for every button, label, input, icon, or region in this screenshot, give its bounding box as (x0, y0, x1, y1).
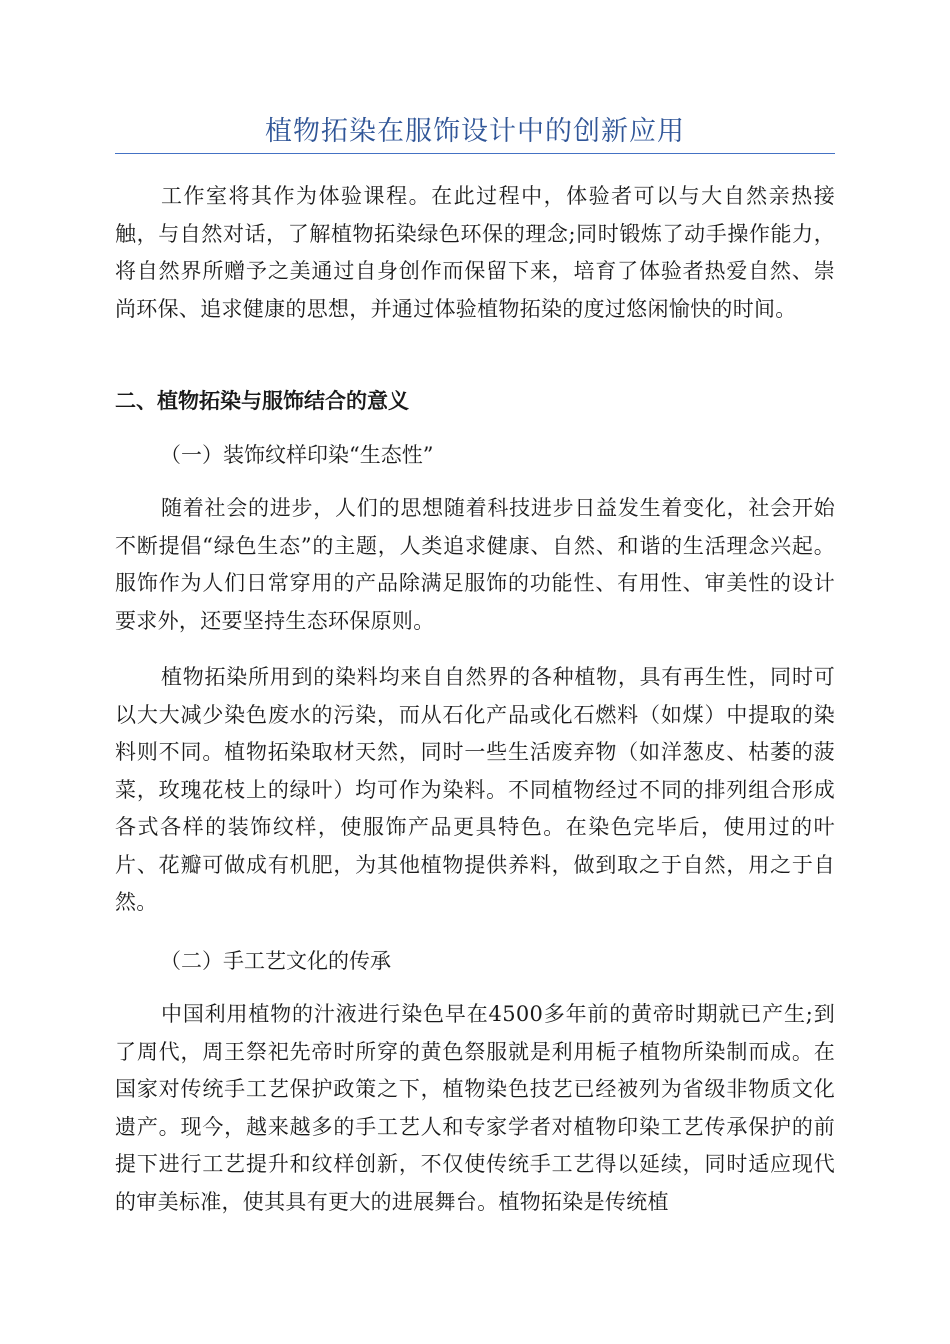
paragraph-ecology: 随着社会的进步，人们的思想随着科技进步日益发生着变化，社会开始不断提倡“绿色生态”的主题，人类追求健康、自然、和谐的生活理念兴起。服饰作为人们日常穿用的产品除满足服饰的功能性、有用性、审美性的设计要求外，还要坚持生态环保原则。 (115, 496, 835, 633)
document-title: 植物拓染在服饰设计中的创新应用 (265, 116, 685, 147)
paragraph-heritage: 中国利用植物的汁液进行染色早在4500多年前的黄帝时期就已产生;到了周代，周王祭祀先帝时所穿的黄色祭服就是利用栀子植物所染制而成。在国家对传统手工艺保护政策之下，植物染色技艺已经被列为省级非物质文化遗产。现今，越来越多的手工艺人和专家学者对植物印染工艺传承保护的前提下进行工艺提升和纹样创新，不仅使传统手工艺得以延续，同时适应现代的审美标准，使其具有更大的进展舞台。植物拓染是传统植 (115, 1002, 835, 1214)
subsection-heading-2: （二）手工艺文化的传承 (160, 949, 391, 973)
subsection-heading-1: （一）装饰纹样印染“生态性” (160, 443, 434, 467)
paragraph-dyes: 植物拓染所用到的染料均来自自然界的各种植物，具有再生性，同时可以大大减少染色废水的污染，而从石化产品或化石燃料（如煤）中提取的染料则不同。植物拓染取材天然，同时一些生活废弃物（如洋葱皮、枯萎的菠菜，玫瑰花枝上的绿叶）均可作为染料。不同植物经过不同的排列组合形成各式各样的装饰纹样，使服饰产品更具特色。在染色完毕后，使用过的叶片、花瓣可做成有机肥，为其他植物提供养料，做到取之于自然，用之于自然。 (115, 665, 835, 914)
title-underline (115, 153, 835, 154)
section-heading-2: 二、植物拓染与服饰结合的意义 (115, 389, 409, 413)
paragraph-intro: 工作室将其作为体验课程。在此过程中，体验者可以与大自然亲热接触，与自然对话，了解植物拓染绿色环保的理念;同时锻炼了动手操作能力，将自然界所赠予之美通过自身创作而保留下来，培育了体验者热爱自然、崇尚环保、追求健康的思想，并通过体验植物拓染的度过悠闲愉快的时间。 (115, 184, 835, 321)
